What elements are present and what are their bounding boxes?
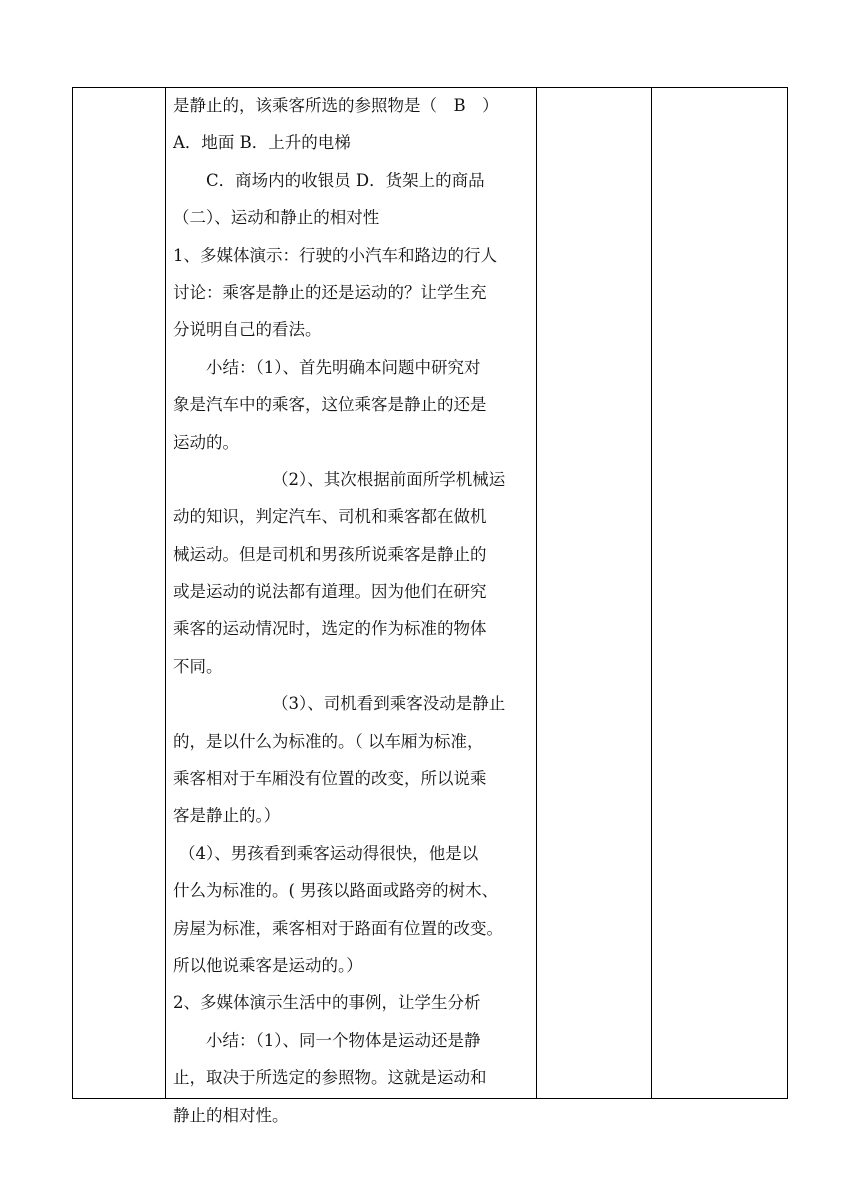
- section-heading: （二）、运动和静止的相对性: [173, 208, 380, 228]
- text-line: 所以他说乘客是运动的。）: [173, 955, 363, 975]
- lesson-table: [72, 87, 788, 1125]
- text-line: （3）、司机看到乘客没动是静止: [272, 694, 506, 714]
- text-line: A．地面 B．上升的电梯: [173, 133, 351, 153]
- text-line: 动的知识，判定汽车、司机和乘客都在做机: [173, 507, 487, 527]
- text-line: 械运动。但是司机和男孩所说乘客是静止的: [173, 544, 487, 564]
- text-line: 或是运动的说法都有道理。因为他们在研究: [173, 582, 487, 602]
- column-divider-3: [651, 88, 652, 1098]
- text-line: 的，是以什么为标准的。（ 以车厢为标准，: [173, 731, 484, 751]
- text-line: 静止的相对性。: [173, 1105, 289, 1125]
- text-line: 房屋为标准，乘客相对于路面有位置的改变。: [173, 918, 503, 938]
- text-line: （4）、男孩看到乘客运动得很快，他是以: [179, 843, 479, 863]
- text-line: 1、多媒体演示：行驶的小汽车和路边的行人: [173, 245, 497, 265]
- content-cell: [166, 87, 536, 1134]
- text-line: 分说明自己的看法。: [173, 320, 322, 340]
- text-line: 小结：（1）、同一个物体是运动还是静: [206, 1030, 481, 1050]
- text-line: 讨论：乘客是静止的还是运动的？让学生充: [173, 282, 487, 302]
- text-line: 乘客相对于车厢没有位置的改变，所以说乘: [173, 769, 487, 789]
- text-line: 止，取决于所选定的参照物。这就是运动和: [173, 1068, 487, 1088]
- text-line: 客是静止的。）: [173, 806, 281, 826]
- text-line: （2）、其次根据前面所学机械运: [272, 469, 506, 489]
- text-line: 不同。: [173, 656, 223, 676]
- text-line: 什么为标准的。( 男孩以路面或路旁的树木、: [173, 881, 499, 901]
- text-line: 2、多媒体演示生活中的事例，让学生分析: [173, 993, 481, 1013]
- text-line: 小结：（1）、首先明确本问题中研究对: [206, 357, 481, 377]
- text-line: 是静止的，该乘客所选的参照物是（ B ）: [173, 96, 499, 115]
- text-line: 象是汽车中的乘客，这位乘客是静止的还是: [173, 395, 487, 415]
- text-line: C．商场内的收银员 D．货架上的商品: [206, 170, 485, 190]
- column-divider-2: [536, 88, 537, 1098]
- text-line: 乘客的运动情况时，选定的作为标准的物体: [173, 619, 487, 639]
- text-line: 运动的。: [173, 432, 239, 452]
